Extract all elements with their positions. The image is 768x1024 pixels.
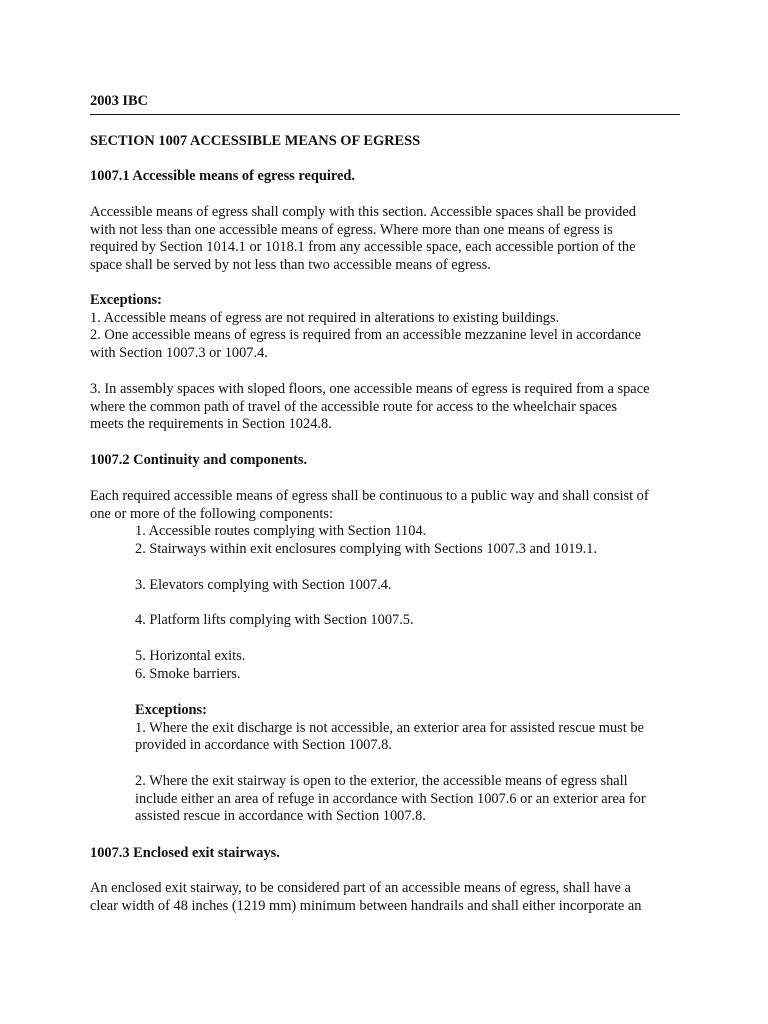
exception-line: where the common path of travel of the accessible route for access to the wheelchair spaces (90, 398, 618, 415)
exception-line: 2. Where the exit stairway is open to the exterior, the accessible means of egress shall (135, 773, 628, 789)
list-item: 3. Elevators complying with Section 1007.4. (135, 577, 392, 593)
heading-1007-2: 1007.2 Continuity and components. (90, 452, 308, 468)
exceptions-1007-2 (135, 702, 682, 755)
exception-item-3 (90, 381, 682, 434)
exception-line: 1. Where the exit discharge is not accessible, an exterior area for assisted rescue must be (135, 719, 644, 736)
exception-line: assisted rescue in accordance with Section 1007.8. (135, 808, 426, 825)
paragraph-line: An enclosed exit stairway, to be considered part of an accessible means of egress, shall have a (90, 880, 631, 896)
section-title: SECTION 1007 ACCESSIBLE MEANS OF EGRESS (90, 133, 421, 149)
exception-item-2 (135, 773, 682, 826)
paragraph-line: clear width of 48 inches (1219 mm) minimum between handrails and shall either incorporate an (90, 897, 642, 914)
component-list-a (135, 523, 682, 558)
header-title: 2003 IBC (90, 93, 148, 109)
paragraph-1007-3 (90, 880, 682, 915)
heading-1007-1: 1007.1 Accessible means of egress required. (90, 168, 356, 184)
exception-line: provided in accordance with Section 1007.8. (135, 737, 392, 754)
paragraph-line: Accessible means of egress shall comply with this section. Accessible spaces shall be provided (90, 204, 636, 220)
exception-line: 3. In assembly spaces with sloped floors, one accessible means of egress is required from a space (90, 381, 650, 397)
list-item: 1. Accessible routes complying with Section 1104. (135, 523, 427, 539)
component-list-b (135, 648, 682, 683)
list-item: 4. Platform lifts complying with Section 1007.5. (135, 612, 414, 628)
exception-item: with Section 1007.3 or 1007.4. (90, 344, 268, 361)
document-page (90, 0, 682, 1024)
list-item: 6. Smoke barriers. (135, 665, 241, 682)
heading-1007-3: 1007.3 Enclosed exit stairways. (90, 845, 280, 861)
list-item: 5. Horizontal exits. (135, 648, 246, 664)
paragraph-line: required by Section 1014.1 or 1018.1 from any accessible space, each accessible portion of the (90, 239, 636, 256)
paragraph-line: with not less than one accessible means of egress. Where more than one means of egress is (90, 221, 613, 238)
paragraph-line: space shall be served by not less than two accessible means of egress. (90, 256, 491, 273)
exception-item: 1. Accessible means of egress are not required in alterations to existing buildings. (90, 309, 560, 326)
paragraph-line: Each required accessible means of egress shall be continuous to a public way and shall consist of (90, 488, 649, 504)
exception-line: meets the requirements in Section 1024.8. (90, 416, 332, 433)
paragraph-line: one or more of the following components: (90, 505, 333, 522)
exception-line: include either an area of refuge in accordance with Section 1007.6 or an exterior area for (135, 790, 646, 807)
paragraph-1007-1 (90, 204, 682, 274)
exception-item: 2. One accessible means of egress is required from an accessible mezzanine level in accordance (90, 327, 641, 344)
exceptions-1007-1 (90, 292, 682, 362)
exceptions-label: Exceptions: (135, 702, 207, 718)
list-item: 2. Stairways within exit enclosures complying with Sections 1007.3 and 1019.1. (135, 540, 598, 557)
document-header (90, 93, 680, 115)
exceptions-label: Exceptions: (90, 292, 162, 308)
intro-1007-2 (90, 488, 682, 523)
